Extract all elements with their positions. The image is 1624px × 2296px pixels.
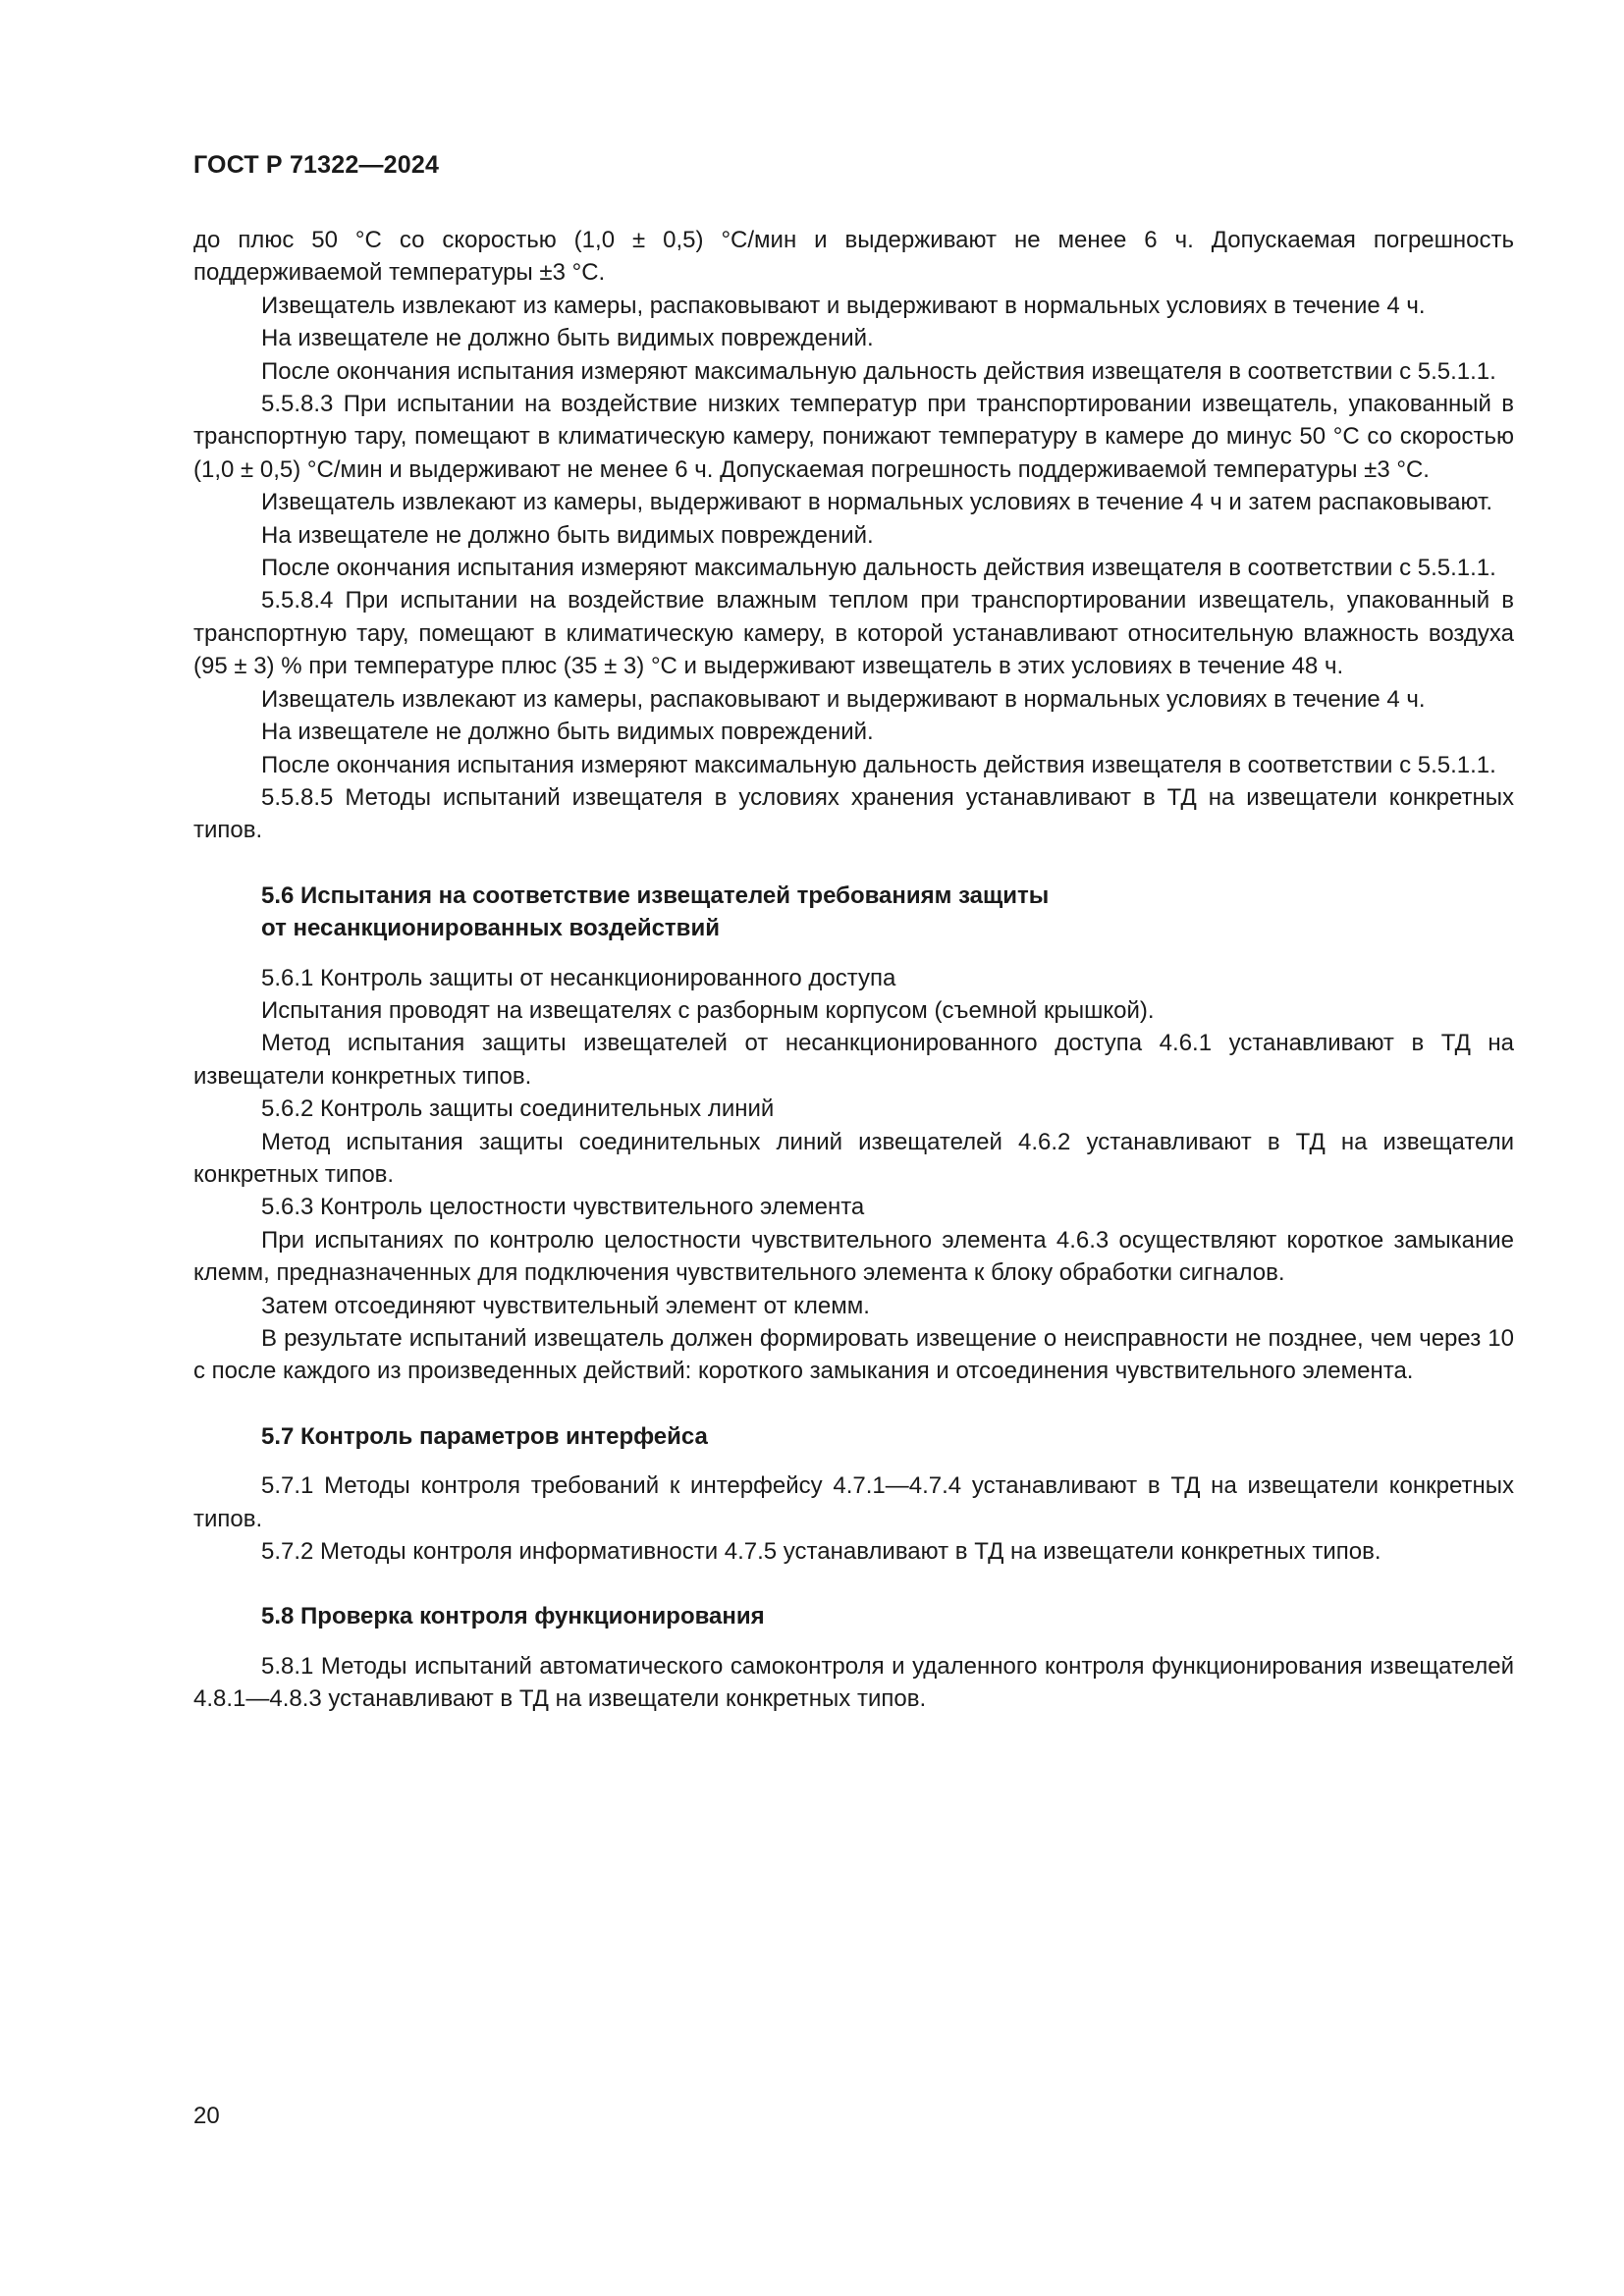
section-heading-5-8: 5.8 Проверка контроля функционирования [261,1603,765,1630]
paragraph: Испытания проводят на извещателях с разборным корпусом (съемной крышкой). [261,996,1155,1024]
paragraph: 5.6.2 Контроль защиты соединительных линий [261,1095,775,1123]
paragraph: На извещателе не должно быть видимых повреждений. [261,719,874,746]
paragraph: На извещателе не должно быть видимых повреждений. [261,521,874,549]
paragraph: 5.5.8.3 При испытании на воздействие низких температур при транспортировании извещатель, упакованный в транспортную тару, помещают в климатическую камеру, понижают температуру в камере до минус 50 °С со скоростью (1,0 ± 0,5) °С/мин и выдерживают не менее 6 ч. Допускаемая погрешность поддерживаемой температуры ±3 °С. [193,391,1514,483]
paragraph: Затем отсоединяют чувствительный элемент от клемм. [261,1292,870,1319]
paragraph: Извещатель извлекают из камеры, распаковывают и выдерживают в нормальных условиях в течение 4 ч. [261,292,1426,319]
document-body [193,224,1514,1716]
paragraph: 5.5.8.5 Методы испытаний извещателя в условиях хранения устанавливают в ТД на извещатели конкретных типов. [193,783,1514,844]
paragraph: 5.5.8.4 При испытании на воздействие влажным теплом при транспортировании извещатель, упакованный в транспортную тару, помещают в климатическую камеру, в которой устанавливают относительную влажность воздуха (95 ± 3) % при температуре плюс (35 ± 3) °С и выдерживают извещатель в этих условиях в течение 48 ч. [193,587,1514,680]
paragraph: После окончания испытания измеряют максимальную дальность действия извещателя в соответствии с 5.5.1.1. [261,357,1496,385]
paragraph: После окончания испытания измеряют максимальную дальность действия извещателя в соответствии с 5.5.1.1. [261,555,1496,582]
paragraph: 5.7.1 Методы контроля требований к интерфейсу 4.7.1—4.7.4 устанавливают в ТД на извещатели конкретных типов. [193,1472,1514,1532]
paragraph: Метод испытания защиты соединительных линий извещателей 4.6.2 устанавливают в ТД на извещатели конкретных типов. [193,1128,1514,1188]
paragraph: Извещатель извлекают из камеры, распаковывают и выдерживают в нормальных условиях в течение 4 ч. [261,685,1426,713]
paragraph: 5.8.1 Методы испытаний автоматического самоконтроля и удаленного контроля функционирования извещателей 4.8.1—4.8.3 устанавливают в ТД на извещатели конкретных типов. [193,1652,1514,1713]
section-heading-5-7: 5.7 Контроль параметров интерфейса [261,1422,708,1450]
section-heading-5-6: 5.6 Испытания на соответствие извещателей требованиям защиты [261,881,1050,909]
paragraph: 5.7.2 Методы контроля информативности 4.7.5 устанавливают в ТД на извещатели конкретных типов. [261,1538,1381,1566]
paragraph: 5.6.1 Контроль защиты от несанкционированного доступа [261,964,896,991]
paragraph: до плюс 50 °С со скоростью (1,0 ± 0,5) °С/мин и выдерживают не менее 6 ч. Допускаемая погрешность поддерживаемой температуры ±3 °С. [193,227,1514,287]
paragraph: При испытаниях по контролю целостности чувствительного элемента 4.6.3 осуществляют короткое замыкание клемм, предназначенных для подключения чувствительного элемента к блоку обработки сигналов. [193,1226,1514,1287]
paragraph: 5.6.3 Контроль целостности чувствительного элемента [261,1194,865,1221]
paragraph: Извещатель извлекают из камеры, выдерживают в нормальных условиях в течение 4 ч и затем распаковывают. [261,489,1492,516]
paragraph: После окончания испытания измеряют максимальную дальность действия извещателя в соответствии с 5.5.1.1. [261,751,1496,778]
paragraph: В результате испытаний извещатель должен формировать извещение о неисправности не позднее, чем через 10 с после каждого из произведенных действий: короткого замыкания и отсоединения чувствительного элемента. [193,1325,1514,1385]
page-number: 20 [193,2103,220,2129]
paragraph: Метод испытания защиты извещателей от несанкционированного доступа 4.6.1 устанавливают в ТД на извещатели конкретных типов. [193,1030,1514,1090]
paragraph: На извещателе не должно быть видимых повреждений. [261,325,874,352]
section-heading-5-6-continued: от несанкционированных воздействий [261,915,720,942]
document-id-header: ГОСТ Р 71322—2024 [193,151,440,179]
